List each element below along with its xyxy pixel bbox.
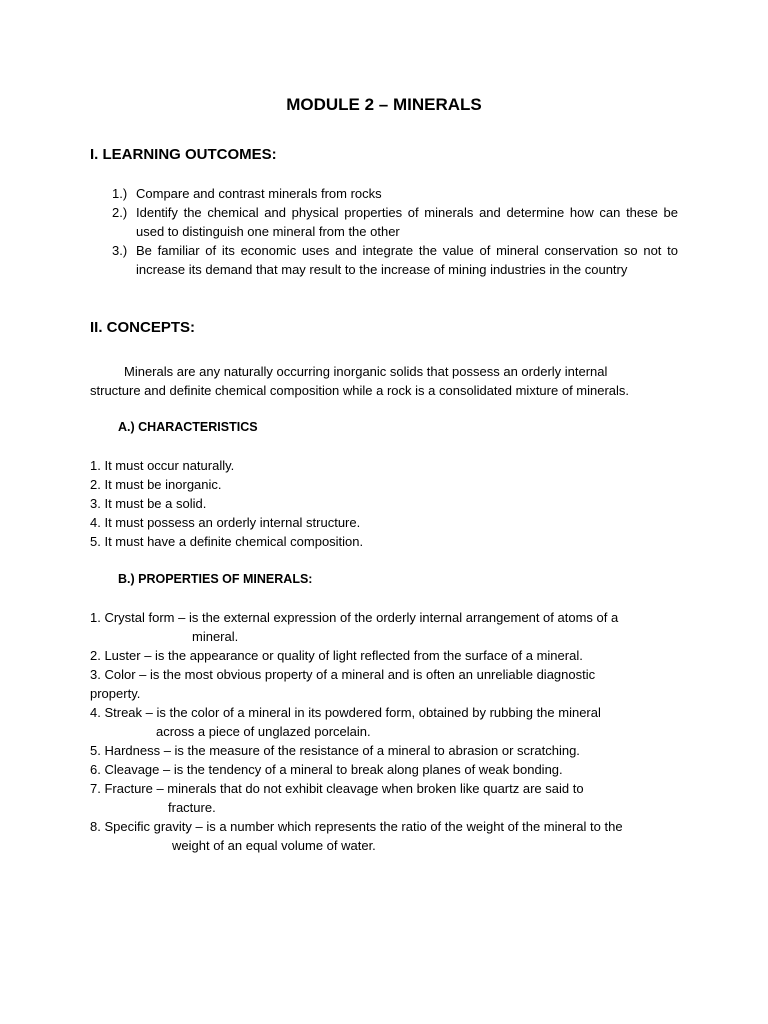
concepts-heading: II. CONCEPTS: — [90, 319, 196, 336]
learning-outcomes-list — [112, 184, 678, 279]
concepts-paragraph: Minerals are any naturally occurring inorganic solids that possess an orderly internal structure and definite chemical composition while a rock is a consolidated mixture of minerals. — [90, 364, 630, 398]
learning-outcomes-heading: I. LEARNING OUTCOMES: — [90, 146, 277, 163]
properties-list — [90, 608, 678, 855]
list-item: 4. Streak – is the color of a mineral in its powdered form, obtained by rubbing the mineral across a piece of unglazed porcelain. — [90, 705, 601, 739]
list-item: 4. It must possess an orderly internal structure. — [90, 515, 361, 530]
list-item: 2.) Identify the chemical and physical properties of minerals and determine how can these be used to distinguish one mineral from the other — [112, 205, 678, 239]
list-item: 3.) Be familiar of its economic uses and integrate the value of mineral conservation so not to increase its demand that may result to the increase of mining industries in the country — [112, 243, 678, 277]
page-title: MODULE 2 – MINERALS — [286, 95, 482, 114]
list-item: 2. It must be inorganic. — [90, 477, 222, 492]
list-item: 7. Fracture – minerals that do not exhibit cleavage when broken like quartz are said to fracture. — [90, 781, 584, 815]
list-item: 5. Hardness – is the measure of the resistance of a mineral to abrasion or scratching. — [90, 743, 580, 758]
list-item: 1. Crystal form – is the external expression of the orderly internal arrangement of atoms of a mineral. — [90, 610, 619, 644]
list-item: 1.) Compare and contrast minerals from rocks — [112, 186, 382, 201]
list-item: 1. It must occur naturally. — [90, 458, 235, 473]
characteristics-list — [90, 456, 678, 551]
list-item: 5. It must have a definite chemical composition. — [90, 534, 364, 549]
list-item: 3. Color – is the most obvious property of a mineral and is often an unreliable diagnostic property. — [90, 667, 596, 701]
list-item: 2. Luster – is the appearance or quality of light reflected from the surface of a mineral. — [90, 648, 583, 663]
list-item: 3. It must be a solid. — [90, 496, 207, 511]
characteristics-heading: A.) CHARACTERISTICS — [118, 420, 258, 434]
properties-heading: B.) PROPERTIES OF MINERALS: — [118, 572, 313, 586]
list-item: 8. Specific gravity – is a number which represents the ratio of the weight of the mineral to the weight of an equal volume of water. — [90, 819, 623, 853]
list-item: 6. Cleavage – is the tendency of a mineral to break along planes of weak bonding. — [90, 762, 563, 777]
